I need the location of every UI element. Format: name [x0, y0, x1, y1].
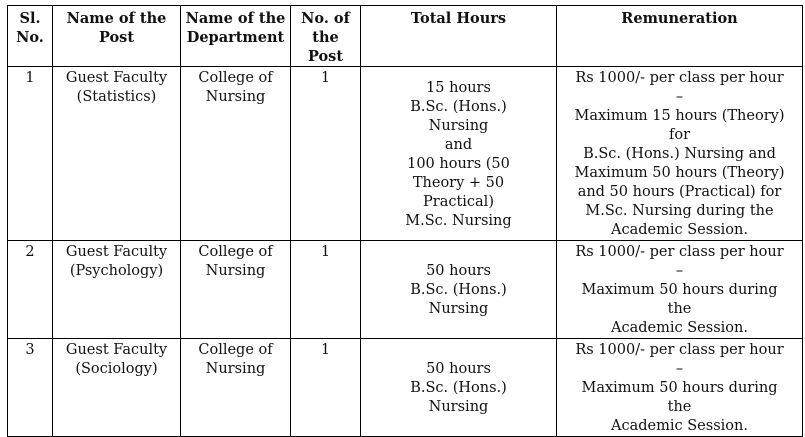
header-remuneration: Remuneration [557, 6, 803, 67]
cell-total-hours: 15 hours B.Sc. (Hons.) Nursing and 100 hours (50 Theory + 50 Practical) M.Sc. Nursing [361, 67, 557, 241]
cell-post: Guest Faculty (Statistics) [53, 67, 181, 241]
cell-post: Guest Faculty (Sociology) [53, 339, 181, 437]
cell-total-hours: 50 hours B.Sc. (Hons.) Nursing [361, 241, 557, 339]
cell-num-post: 1 [291, 241, 361, 339]
header-post: Name of the Post [53, 6, 181, 67]
cell-remuneration: Rs 1000/- per class per hour – Maximum 50 hours during the Academic Session. [557, 241, 803, 339]
cell-sl-no: 2 [8, 241, 53, 339]
cell-sl-no: 3 [8, 339, 53, 437]
table-row [8, 241, 803, 339]
cell-department: College of Nursing [181, 67, 291, 241]
header-department: Name of the Department [181, 6, 291, 67]
header-row [8, 6, 803, 67]
table-row [8, 67, 803, 241]
cell-post: Guest Faculty (Psychology) [53, 241, 181, 339]
cell-remuneration: Rs 1000/- per class per hour – Maximum 15 hours (Theory) for B.Sc. (Hons.) Nursing and Maximum 50 hours (Theory) and 50 hours (Practical) for M.Sc. Nursing during the Academic Session. [557, 67, 803, 241]
cell-num-post: 1 [291, 67, 361, 241]
header-num-post: No. of the Post [291, 6, 361, 67]
header-total-hours: Total Hours [361, 6, 557, 67]
table-row [8, 339, 803, 437]
cell-total-hours: 50 hours B.Sc. (Hons.) Nursing [361, 339, 557, 437]
header-sl-no: Sl. No. [8, 6, 53, 67]
cell-num-post: 1 [291, 339, 361, 437]
recruitment-table [7, 5, 803, 437]
cell-department: College of Nursing [181, 339, 291, 437]
cell-sl-no: 1 [8, 67, 53, 241]
cell-department: College of Nursing [181, 241, 291, 339]
cell-remuneration: Rs 1000/- per class per hour – Maximum 50 hours during the Academic Session. [557, 339, 803, 437]
